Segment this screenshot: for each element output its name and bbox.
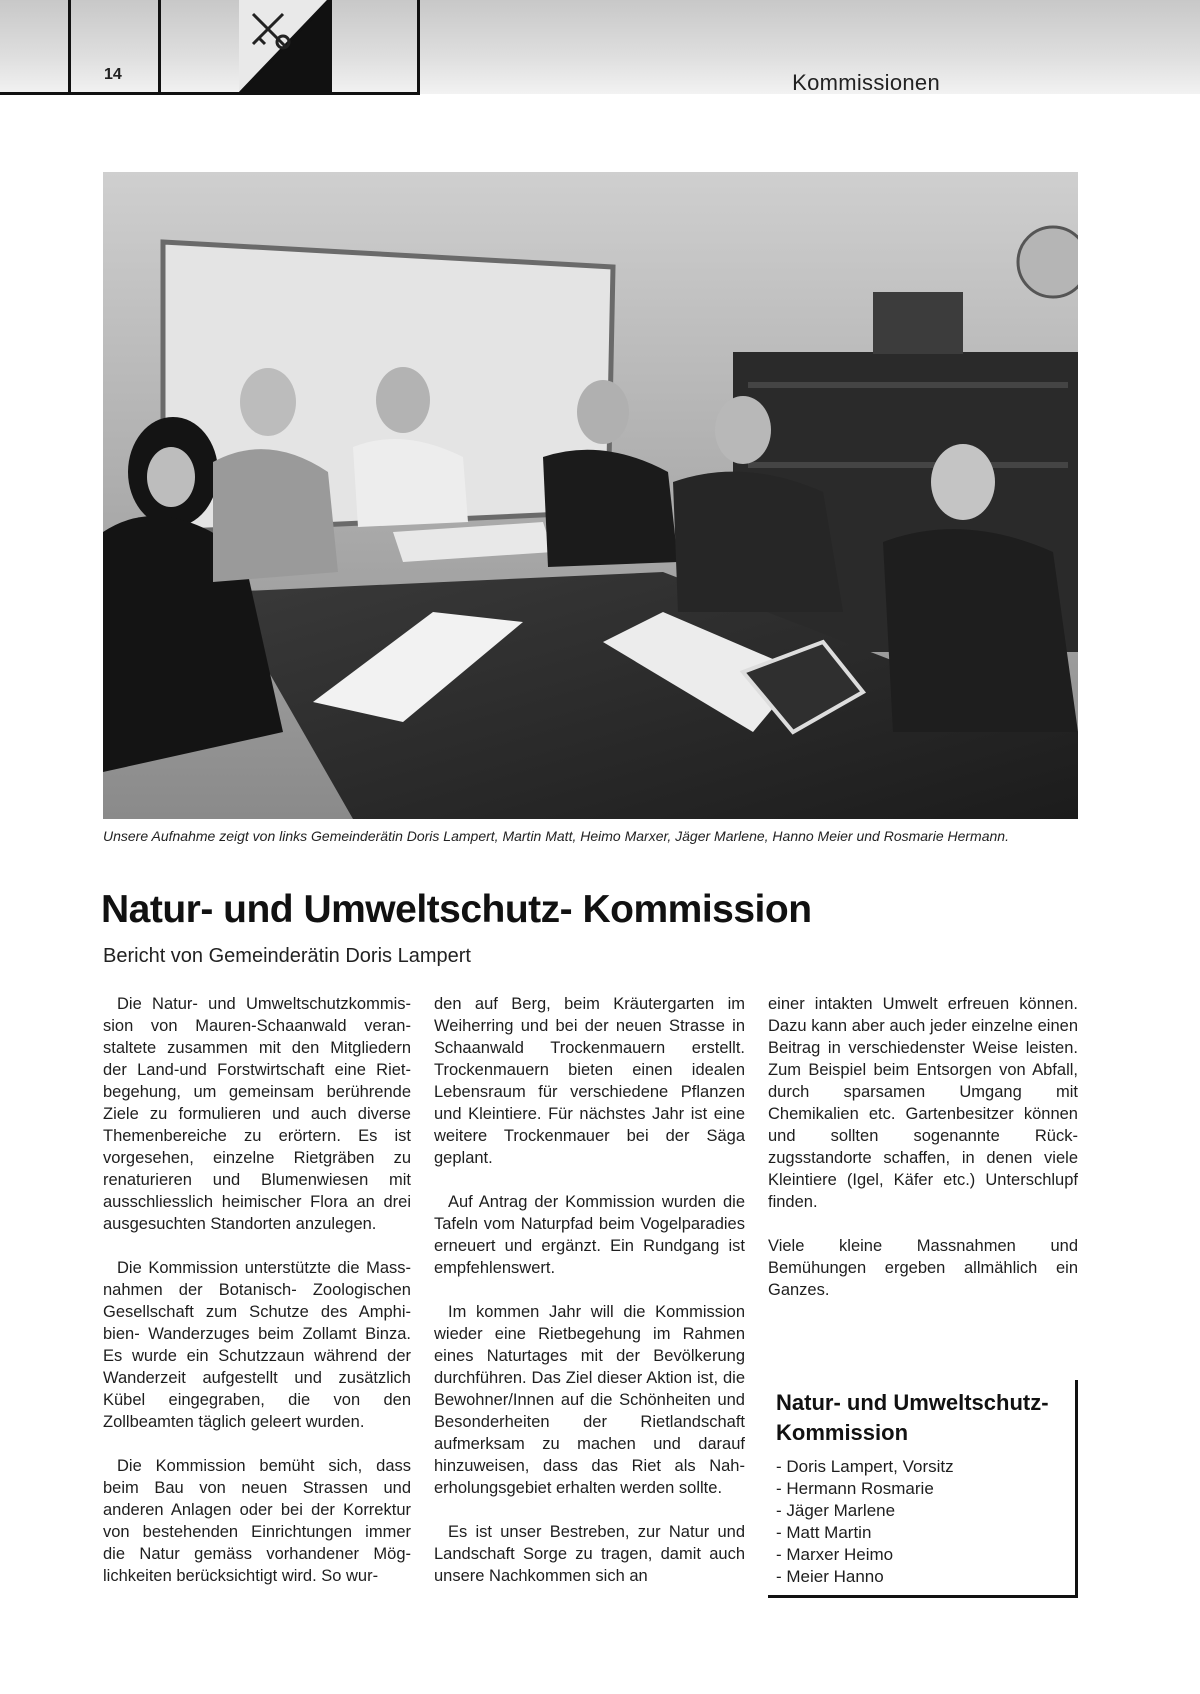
paragraph: den auf Berg, beim Kräutergarten im Weiherring und bei der neuen Strasse in Schaanwald Trockenmauern erstellt. Trockenmauern bieten einen idealen Lebensraum für verschiedene Pflanzen und Kleintiere. Für nächstes Jahr ist eine weitere Trockenmauer bei der Säga geplant. xyxy=(434,995,745,1167)
member-item: - Meier Hanno xyxy=(776,1566,954,1588)
paragraph: Die Kommission unterstützte die Massnahmen der Botanisch- Zoologischen Gesellschaft zum Schutze des Amphibien- Wanderzuges beim Zollamt Binza. Es wurde ein Schutzzaun während der Wanderzeit aufgestellt und zusätzlich Kübel eingegraben, die von den Zollbeamten täglich geleert wurden. xyxy=(103,1259,411,1431)
header-cell xyxy=(329,0,420,94)
members-list xyxy=(776,1456,954,1588)
text-column-2 xyxy=(434,993,745,1609)
text-column-3 xyxy=(768,993,1078,1323)
members-box-title: Natur- und Umweltschutz-Kommission xyxy=(776,1390,1049,1445)
paragraph: einer intakten Umwelt erfreuen können. Dazu kann aber auch jeder einzelne einen Beitrag in verschiedenster Weise leisten. Zum Beispiel beim Entsorgen von Abfall, durch sparsamen Umgang mit Chemikalien etc. Gartenbesitzer können und sollten sogenannte Rückzugsstandorte schaffen, in denen viele Kleintiere (Igel, Käfer etc.) Unterschlupf finden. xyxy=(768,995,1078,1211)
crest-emblem-icon xyxy=(239,0,329,94)
paragraph: Die Kommission bemüht sich, dass beim Bau von neuen Strassen und anderen Anlagen oder bei der Korrektur von bestehenden Einrichtungen immer die Natur gemäss vorhandener Möglichkeiten berücksichtigt wird. So wur- xyxy=(103,1457,411,1585)
member-item: - Hermann Rosmarie xyxy=(776,1478,954,1500)
page-number: 14 xyxy=(104,66,122,83)
member-item: - Doris Lampert, Vorsitz xyxy=(776,1456,954,1478)
member-item: - Marxer Heimo xyxy=(776,1544,954,1566)
member-item: - Jäger Marlene xyxy=(776,1500,954,1522)
paragraph: Im kommen Jahr will die Kommission wieder eine Rietbegehung im Rahmen eines Naturtages mit der Bevölkerung durchführen. Das Ziel dieser Aktion ist, die Bewohner/Innen auf die Schönheiten und Besonderheiten der Rietlandschaft aufmerksam zu machen und darauf hinzuweisen, dass das Riet als Naherholungsgebiet erhalten werden sollte. xyxy=(434,1303,745,1497)
paragraph: Die Natur- und Umweltschutzkommission von Mauren-Schaanwald veranstaltete zusammen mit den Mitgliedern der Land-und Forstwirtschaft eine Rietbegehung, um gemeinsam berührende Ziele zu formulieren und auch diverse Themenbereiche zu erörtern. Es ist vorgesehen, einzelne Rietgräben zu renaturieren und Blumenwiesen mit ausschliesslich heimischer Flora an drei ausgesuchten Standorten anzulegen. xyxy=(103,995,411,1233)
article-title: Natur- und Umweltschutz- Kommission xyxy=(101,888,812,931)
member-item: - Matt Martin xyxy=(776,1522,954,1544)
header-grid xyxy=(0,0,420,94)
paragraph: Auf Antrag der Kommission wurden die Tafeln vom Naturpfad beim Vogelparadies erneuert und ergänzt. Ein Rundgang ist empfehlenswert. xyxy=(434,1193,745,1277)
group-photo xyxy=(103,172,1078,819)
article-subtitle: Bericht von Gemeinderätin Doris Lampert xyxy=(103,945,471,967)
section-label: Kommissionen xyxy=(792,70,940,95)
photo-caption: Unsere Aufnahme zeigt von links Gemeinderätin Doris Lampert, Martin Matt, Heimo Marxer, Jäger Marlene, Hanno Meier und Rosmarie Hermann. xyxy=(103,828,1009,844)
paragraph: Viele kleine Massnahmen und Bemühungen ergeben allmählich ein Ganzes. xyxy=(768,1237,1078,1299)
header-cell xyxy=(158,0,239,94)
paragraph: Es ist unser Bestreben, zur Natur und Landschaft Sorge zu tragen, damit auch unsere Nachkommen sich an xyxy=(434,1523,745,1585)
text-column-1 xyxy=(103,993,411,1609)
header-rule xyxy=(0,92,420,95)
